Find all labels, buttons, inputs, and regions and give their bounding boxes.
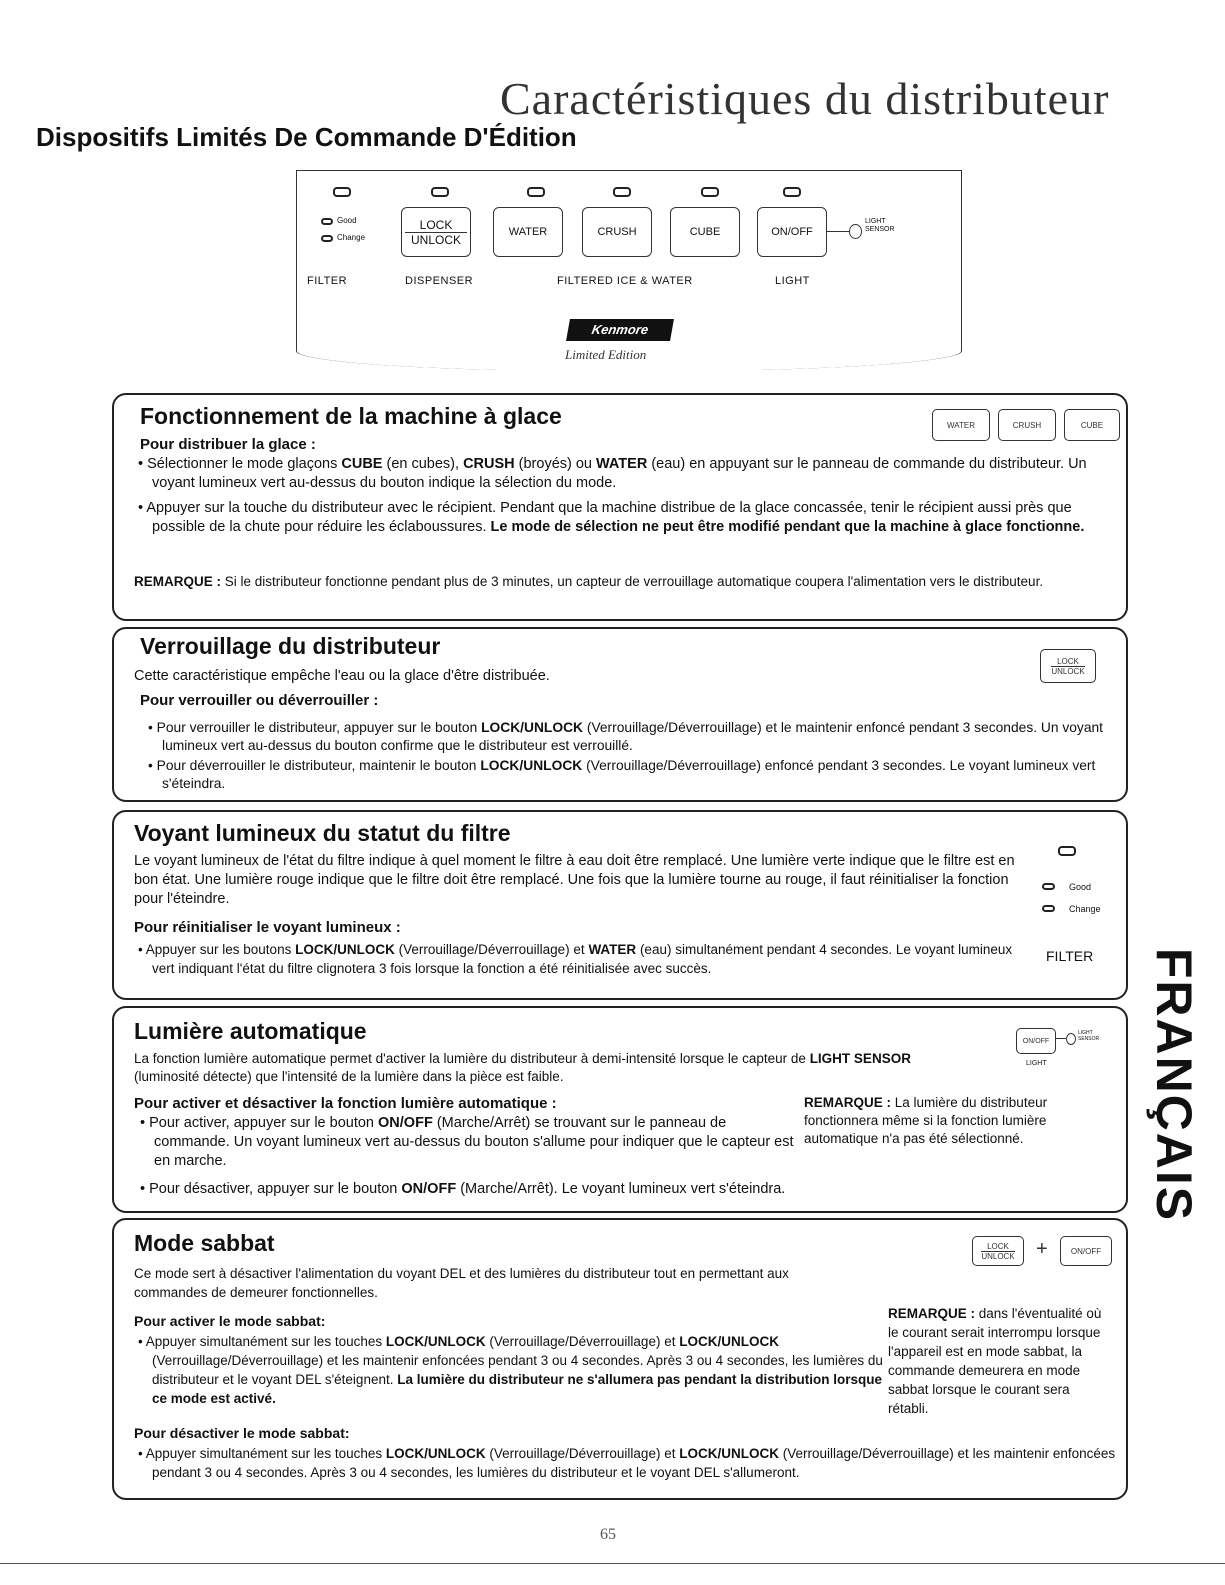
change-led — [1042, 905, 1055, 912]
change-led — [321, 235, 333, 242]
lock-label: LOCK — [419, 217, 453, 232]
note-text: REMARQUE : La lumière du distributeur fonctionnera même si la fonction lumière automatique n'a pas été sélectionné. — [804, 1095, 1048, 1146]
instruction-bullet: • Appuyer sur les boutons LOCK/UNLOCK (Verrouillage/Déverrouillage) et WATER (eau) simultanément pendant 4 secondes. Le voyant lumineux vert indiquant l'état du filtre clignotera 3 fois lorsque la fonction a été réinitialisée avec succès. — [138, 942, 1013, 976]
plus-sign: + — [1036, 1238, 1048, 1260]
indicator-led — [613, 187, 631, 197]
change-label: Change — [337, 233, 366, 242]
crush-button: CRUSH — [582, 207, 652, 257]
filtered-ice-water-label: FILTERED ICE & WATER — [557, 275, 693, 287]
filter-label: FILTER — [307, 275, 348, 287]
indicator-led — [527, 187, 545, 197]
instruction-bullet: • Pour désactiver, appuyer sur le bouton ON/OFF (Marche/Arrêt). Le voyant lumineux vert s'éteindra. — [140, 1181, 786, 1197]
lock-unlock-icon: LOCK UNLOCK — [972, 1236, 1024, 1266]
intro-text: La fonction lumière automatique permet d'activer la lumière du distributeur à demi-intensité lorsque le capteur de LIGHT SENSOR (luminosité détecte) que l'intensité de la lumière dans la pièce est faible. — [134, 1051, 911, 1084]
instruction-subheading: Pour désactiver le mode sabbat: — [134, 1425, 350, 1441]
instruction-bullet: • Appuyer sur la touche du distributeur avec le récipient. Pendant que la machine distribue de la glace concassée, tenir le récipient aussi près que possible de la chute pour réduire les éclaboussures. Le mode de sélection ne peut être modifié pendant que la machine à glace fonctionne. — [138, 500, 1085, 535]
unlock-label: UNLOCK — [405, 232, 466, 247]
page-title: Caractéristiques du distributeur — [500, 73, 1110, 124]
section-heading: Fonctionnement de la machine à glace — [140, 403, 562, 429]
limited-edition-script: Limited Edition — [565, 347, 647, 362]
instruction-subheading: Pour distribuer la glace : — [140, 436, 316, 453]
section-ice-maker — [112, 393, 1128, 621]
dispenser-label: DISPENSER — [405, 275, 474, 287]
intro-text: Cette caractéristique empêche l'eau ou la glace d'être distribuée. — [134, 668, 550, 684]
instruction-subheading: Pour activer et désactiver la fonction lumière automatique : — [134, 1095, 557, 1112]
language-side-tab — [1142, 947, 1206, 1223]
note-text: REMARQUE : Si le distributeur fonctionne pendant plus de 3 minutes, un capteur de verrouillage automatique coupera l'alimentation vers le distributeur. — [134, 574, 1044, 589]
section-sabbath-mode — [112, 1218, 1128, 1500]
light-label: LIGHT — [1026, 1060, 1047, 1067]
intro-text: Ce mode sert à désactiver l'alimentation du voyant DEL et des lumières du distributeur tout en permettant aux commandes de demeurer fonctionnelles. — [134, 1266, 789, 1300]
onoff-button: ON/OFF — [757, 207, 827, 257]
light-label: LIGHT — [775, 275, 810, 287]
section-heading: Verrouillage du distributeur — [140, 633, 441, 659]
page-bottom-rule — [0, 1563, 1225, 1564]
indicator-led — [783, 187, 801, 197]
light-sensor-icon — [849, 224, 862, 239]
filter-indicator-led — [1058, 846, 1076, 856]
instruction-bullet: • Pour déverrouiller le distributeur, maintenir le bouton LOCK/UNLOCK (Verrouillage/Déverrouillage) enfoncé pendant 3 secondes. Le voyant lumineux vert s'éteindra. — [148, 758, 1096, 791]
instruction-bullet: • Pour verrouiller le distributeur, appuyer sur le bouton LOCK/UNLOCK (Verrouillage/Déverrouillage) et le maintenir enfoncé pendant 3 secondes. Un voyant lumineux vert au-dessus du bouton confirme que le distributeur est verrouillé. — [148, 720, 1104, 753]
section-filter-status — [112, 810, 1128, 1000]
good-led — [1042, 883, 1055, 890]
good-label: Good — [1069, 882, 1092, 892]
instruction-bullet: • Pour activer, appuyer sur le bouton ON/OFF (Marche/Arrêt) se trouvant sur le panneau de commande. Un voyant lumineux vert au-dessus du bouton s'allume pour indiquer que le capteur est en marche. — [140, 1115, 794, 1169]
language-label: FRANÇAIS — [1146, 947, 1202, 1223]
water-icon: WATER — [932, 409, 990, 441]
light-sensor-label: LIGHT SENSOR — [865, 218, 895, 233]
good-label: Good — [337, 216, 357, 225]
kenmore-logo: Kenmore — [566, 319, 674, 341]
good-led — [321, 218, 333, 225]
indicator-led — [431, 187, 449, 197]
section-heading: Voyant lumineux du statut du filtre — [134, 820, 511, 846]
cube-button: CUBE — [670, 207, 740, 257]
indicator-led — [333, 187, 351, 197]
instruction-bullet: • Appuyer simultanément sur les touches LOCK/UNLOCK (Verrouillage/Déverrouillage) et LOCK/UNLOCK (Verrouillage/Déverrouillage) et les maintenir enfoncées pendant 3 ou 4 secondes. Après 3 ou 4 secondes, les lumières du distributeur et le voyant DEL s'allumeront. — [138, 1446, 1116, 1480]
sensor-line — [1056, 1038, 1066, 1039]
lock-unlock-button — [401, 207, 471, 257]
onoff-icon: ON/OFF — [1016, 1028, 1056, 1054]
indicator-led — [701, 187, 719, 197]
cube-icon: CUBE — [1064, 409, 1120, 441]
section-heading: Mode sabbat — [134, 1230, 275, 1256]
onoff-icon: ON/OFF — [1060, 1236, 1112, 1266]
section-dispenser-lock — [112, 627, 1128, 802]
instruction-subheading: Pour verrouiller ou déverrouiller : — [140, 692, 379, 709]
light-sensor-icon — [1066, 1033, 1076, 1045]
section-heading: Lumière automatique — [134, 1018, 367, 1044]
page-number: 65 — [600, 1526, 616, 1543]
crush-icon: CRUSH — [998, 409, 1056, 441]
sensor-line — [827, 231, 849, 232]
water-button: WATER — [493, 207, 563, 257]
instruction-subheading: Pour activer le mode sabbat: — [134, 1313, 326, 1329]
light-sensor-label: LIGHT SENSOR — [1078, 1030, 1100, 1042]
section-subtitle: Dispositifs Limités De Commande D'Édition — [36, 122, 577, 152]
intro-text: Le voyant lumineux de l'état du filtre indique à quel moment le filtre à eau doit être remplacé. Une lumière verte indique que le filtre est en bon état. Une lumière rouge indique que le filtre doit être remplacé. Une fois que la lumière tourne au rouge, il faut réinitialiser la fonction pour l'éteindre. — [134, 853, 1015, 907]
section-auto-light — [112, 1006, 1128, 1213]
instruction-subheading: Pour réinitialiser le voyant lumineux : — [134, 919, 401, 936]
lock-unlock-icon: LOCK UNLOCK — [1040, 649, 1096, 683]
instruction-bullet: • Sélectionner le mode glaçons CUBE (en cubes), CRUSH (broyés) ou WATER (eau) en appuyant sur le panneau de commande du distributeur. Un voyant lumineux vert au-dessus du bouton indique la sélection du mode. — [138, 456, 1087, 491]
filter-label: FILTER — [1046, 948, 1094, 964]
instruction-bullet: • Appuyer simultanément sur les touches LOCK/UNLOCK (Verrouillage/Déverrouillage) et LOCK/UNLOCK (Verrouillage/Déverrouillage) et les maintenir enfoncées pendant 3 ou 4 secondes. Après 3 ou 4 secondes, les lumières du distributeur et le voyant DEL s'éteignent. La lumière du distributeur ne s'allumera pas pendant la distribution lorsque ce mode est activé. — [138, 1334, 883, 1406]
change-label: Change — [1069, 904, 1101, 914]
control-panel-illustration — [296, 170, 962, 371]
note-text: REMARQUE : dans l'éventualité où le courant serait interrompu lorsque l'appareil est en mode sabbat, la commande demeurera en mode sabbat lorsque le courant sera rétabli. — [888, 1306, 1102, 1416]
